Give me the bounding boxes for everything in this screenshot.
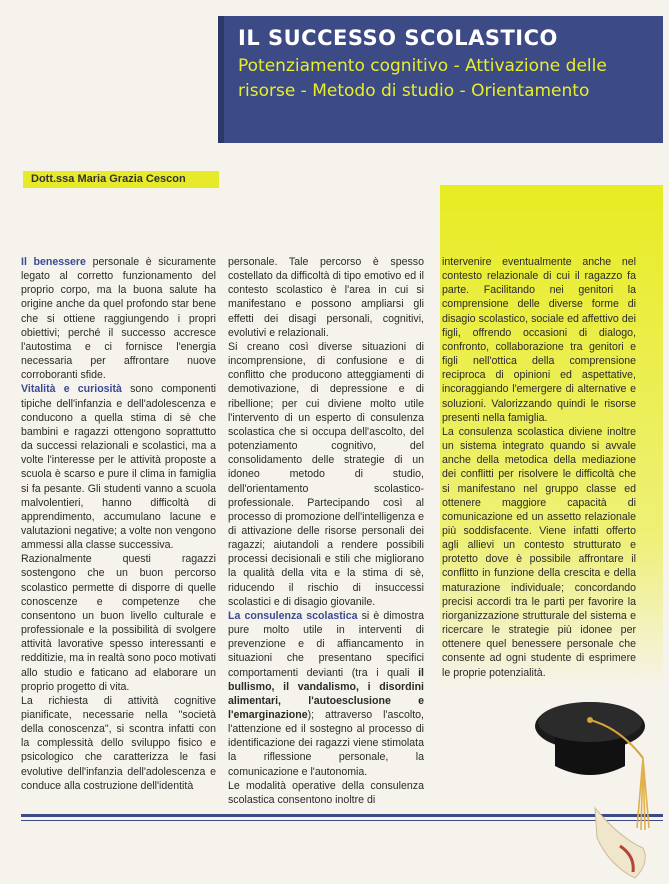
- paragraph: [228, 609, 424, 779]
- paragraph-text: ); attraverso l'ascolto, l'attenzione ed il sostegno al processo di identificazione dei ragazzi viene stimolata la riflessione personale, la comunicazione e l'autonomia.: [228, 709, 424, 778]
- article-title: IL SUCCESSO SCOLASTICO: [238, 26, 558, 50]
- paragraph: intervenire eventualmente anche nel contesto relazionale di cui il ragazzo fa parte. Facilitando nei genitori la comprensione delle diverse forme di disagio scolastico, sociale ed affettivo dei figli, offrendo occasioni di dialogo, confronto, collaborazione tra genitori e figli nell'ottica della comprensione reciproca di opinioni ed aspettative, incoraggiando l'emergere di alternative e soluzioni. Valorizzando quindi le risorse presenti nella famiglia.: [442, 256, 636, 424]
- paragraph: [21, 255, 216, 382]
- paragraph-text: si è dimostra pure molto utile in interventi di prevenzione e di affiancamento in situazioni che presentano specifici comportamenti devianti (tra i quali: [228, 609, 424, 679]
- paragraph-text: personale è sicuramente legato al corretto funzionamento del proprio corpo, ma la buona salute ha origine anche da quel profondo star bene che si ottiene raggiungendo i propri obiettivi; perché il successo accresce l'autostima e ci fornisce l'energia necessaria per affrontare nuove corroboranti sfide.: [21, 256, 217, 382]
- paragraph: Le modalità operative della consulenza scolastica consentono inoltre di: [228, 779, 424, 806]
- author-byline: Dott.ssa Maria Grazia Cescon: [23, 171, 219, 188]
- paragraph-text: sono componenti tipiche dell'infanzia e dell'adolescenza e conducono a quella stima di sè che bambini e ragazzi ottengono soprattutto da successi relazionali e scolastici, ma a volte l'interesse per le attività proposte a scuola è scarso e pure il clima in famiglia si fa pesante. Gli studenti vanno a scuola malvolentieri, hanno difficoltà di apprendimento, accumulano lacune e valutazioni negative; a volte non vengono ammessi alla classe successiva.: [21, 383, 216, 552]
- paragraph: Razionalmente questi ragazzi sostengono che un buon percorso scolastico permette di disporre di quelle conoscenze e competenze che consentono un buon livello culturale e professionale e la possibilità di svolgere attività lavorative spesso interessanti e redditizie, ma in realtà sono poco motivati allo studio e faticano ad elaborare un proprio progetto di vita.: [21, 553, 216, 693]
- text-column-2: [228, 255, 424, 807]
- paragraph: [21, 382, 216, 552]
- graduation-cap-icon: [525, 688, 665, 884]
- article-subtitle-line1: Potenziamento cognitivo - Attivazione delle: [238, 56, 607, 76]
- highlight-term: Vitalità e curiosità: [21, 383, 122, 396]
- paragraph: La consulenza scolastica diviene inoltre un sistema integrato quando si avvale anche della metodica della mediazione dei conflitti per risolvere le difficoltà che si manifestano nel gruppo classe ed ottenere maggiore capacità di comunicazione ed un assetto relazionale più soddisfacente. Viene infatti offerto agli allievi un contesto strutturato e protetto dove è possibile affrontare il conflitto in funzione della crescita e della maturazione individuale; concordando precisi accordi tra le parti per favorire la riorganizzazione strutturale del sistema e ricercare le strategie più idonee per ottenere quel benessere personale che consente ad ogni studente di esprimere le proprie potenzialità.: [442, 425, 636, 679]
- bold-phrase: il bullismo, il vandalismo, i disordini alimentari, l'autoesclusione e l'emarginazione: [228, 666, 424, 721]
- highlight-term: La consulenza scolastica: [228, 609, 358, 622]
- title-banner: [218, 16, 663, 143]
- paragraph: Si creano così diverse situazioni di incomprensione, di confusione e di conflitto che producono atteggiamenti di demotivazione, di depressione e di ribellione; per cui diviene molto utile l'intervento di un esperto di consulenza scolastica che si occupa dell'ascolto, del potenziamento cognitivo, del consolidamento delle strategie di un idoneo metodo di studio, dell'orientamento scolastico-professionale. Partecipando così al processo di promozione dell'intelligenza e di attivazione delle risorse personali dei ragazzi; aiutandoli a rendere possibili processi decisionali e stili che migliorano la qualità della vita e la stima di sè, riducendo il rischio di insuccessi scolastici e di disagio giovanile.: [228, 340, 424, 608]
- highlight-term: Il benessere: [21, 256, 86, 268]
- paragraph: personale. Tale percorso è spesso costellato da difficoltà di tipo emotivo ed il contesto scolastico è l'area in cui si manifestano e possono ampliarsi gli effetti dei disagi personali, cognitivi, evolutivi e relazionali.: [228, 256, 424, 339]
- text-column-1: [21, 255, 216, 793]
- article-subtitle-line2: risorse - Metodo di studio - Orientamento: [238, 81, 590, 101]
- text-column-3: [442, 255, 636, 680]
- paragraph: La richiesta di attività cognitive pianificate, necessarie nella "società della conoscenza", si scontra infatti con la complessità dello sviluppo fisico e psicologico che caratterizza le fasi evolutive dell'infanzia dell'adolescenza e conduce alla costruzione dell'identità: [21, 694, 216, 792]
